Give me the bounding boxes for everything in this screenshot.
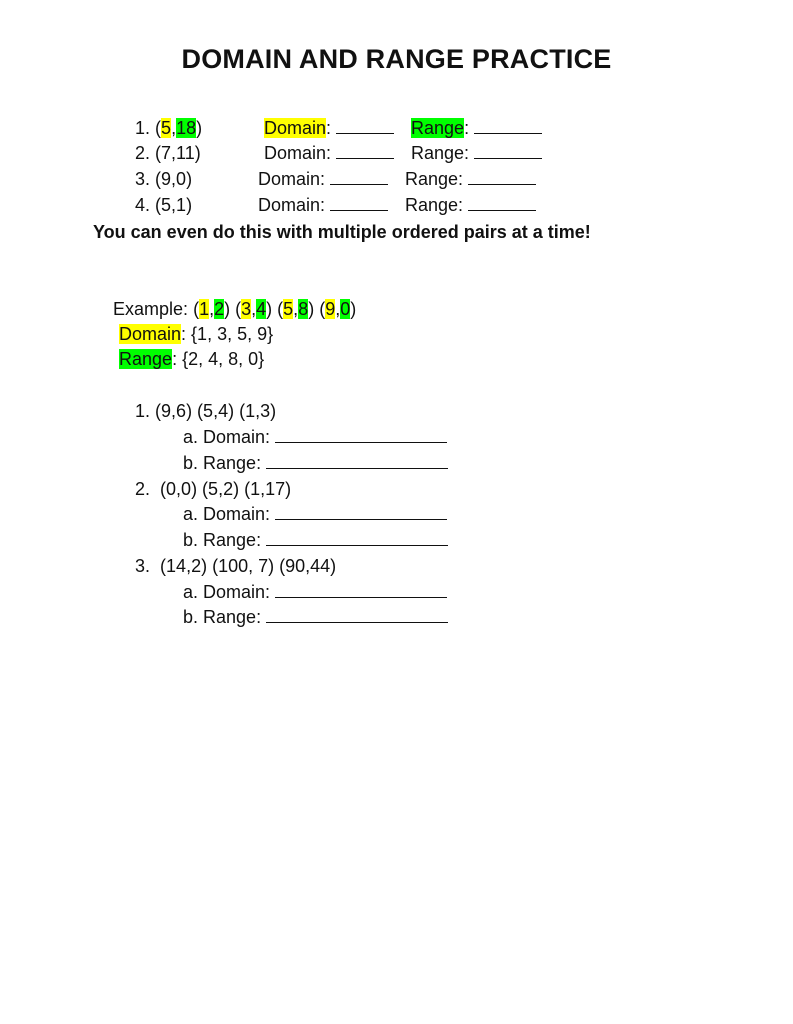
domain-blank[interactable] [330,193,388,211]
range-blank[interactable] [266,605,448,623]
domain-label-highlight: Domain [264,118,327,138]
example-domain-label: Domain [119,324,182,344]
part1-item-2: 2. (7,11) [135,143,201,163]
part2-item-1: 1. (9,6) (5,4) (1,3) [135,401,277,421]
part1-item-4: 4. (5,1) [135,195,193,215]
part1-item-4-range: Range: [385,169,536,241]
part2-item-2-range: b. Range: [163,504,448,576]
page-title: DOMAIN AND RANGE PRACTICE [181,44,612,74]
example-label: Example: [113,299,194,319]
example-line: Example: (1,2) (3,4) (5,8) (9,0) [113,299,357,319]
item-number: 1. [135,118,151,138]
part1-item-2-domain: Domain: [244,117,394,189]
range-blank[interactable] [266,451,448,469]
part2-item-3: 3. (14,2) (100, 7) (90,44) [135,556,337,576]
part2-item-3-range: b. Range: [163,581,448,653]
example-range-label: Range [119,349,173,369]
part2-item-3-domain: a. Domain: [163,556,447,628]
part2-item-2: 2. (0,0) (5,2) (1,17) [135,479,292,499]
range-blank[interactable] [468,193,536,211]
part1-item-4-domain: Domain: [238,169,388,241]
part1-item-1-range: Range: [391,92,542,164]
example-domain-value: : {1, 3, 5, 9} [181,324,274,344]
range-label-highlight: Range [411,118,465,138]
part1-item-3-range: Range: [385,143,536,215]
part2-item-1-domain: a. Domain: [163,401,447,473]
x-value-highlight: 5 [161,118,172,138]
part1-item-2-range: Range: [391,117,542,189]
part1-item-1-domain: Domain: [244,92,394,164]
part2-item-2-domain: a. Domain: [163,478,447,550]
part2-item-1-range: b. Range: [163,427,448,499]
part1-item-3: 3. (9,0) [135,169,193,189]
part1-item-1: 1. (5,18) [135,118,203,138]
part1-item-3-domain: Domain: [238,143,388,215]
example-range-value: : {2, 4, 8, 0} [172,349,265,369]
y-value-highlight: 18 [176,118,197,138]
section-subheading: You can even do this with multiple ordered pairs at a time! [93,222,591,242]
